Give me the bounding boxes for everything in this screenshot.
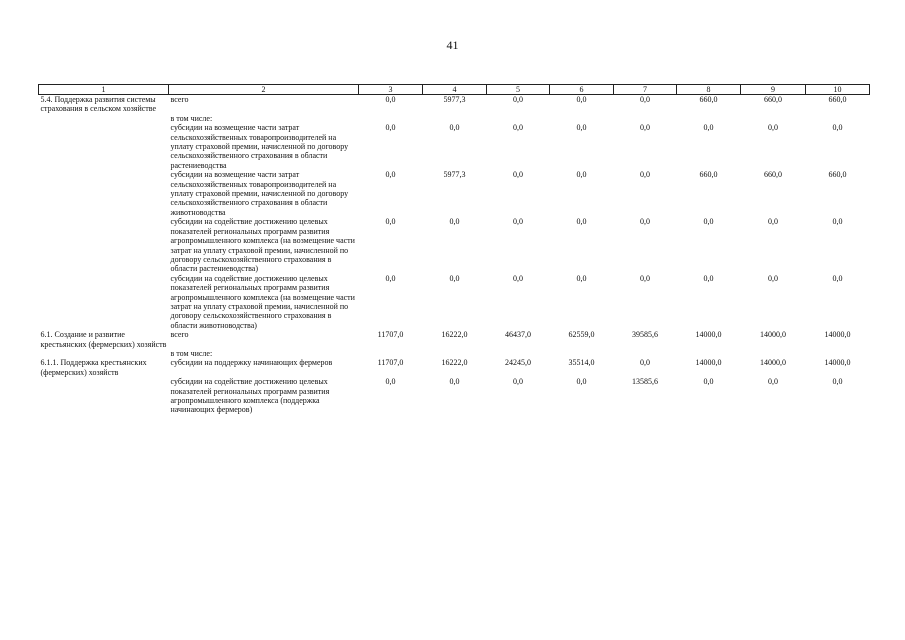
value-cell: 0,0: [703, 377, 714, 387]
value-cell: 660,0: [828, 170, 847, 180]
program-item-cell: [39, 349, 169, 358]
value-cell: 0,0: [576, 377, 587, 387]
value-cell: [614, 114, 677, 123]
value-cell: 13585,6: [632, 377, 658, 387]
program-item-cell: [39, 274, 169, 330]
table-row: [39, 377, 870, 415]
header-cell: 8: [677, 85, 741, 95]
value-cell: 0,0: [513, 377, 523, 387]
value-cell: [741, 114, 806, 123]
value-cell: 0,0: [640, 123, 650, 133]
value-cell: [741, 349, 806, 358]
value-cell: 0,0: [385, 95, 396, 104]
value-cell: 0,0: [513, 170, 523, 180]
value-cell: 0,0: [640, 170, 650, 180]
value-cell: 46437,0: [505, 330, 531, 340]
table-row: [39, 123, 870, 170]
table-body: [39, 95, 870, 415]
value-cell: 14000,0: [695, 358, 722, 368]
value-cell: 0,0: [640, 273, 650, 283]
value-cell: [423, 114, 487, 123]
value-cell: 11707,0: [377, 330, 404, 340]
funding-source-cell: субсидии на содействие достижению целевых показателей региональных программ развития агропромышленного комплекса (поддержка начинающих фермеров): [170, 377, 330, 415]
value-cell: 0,0: [385, 170, 396, 180]
program-item-cell: [39, 217, 169, 273]
value-cell: 660,0: [764, 95, 782, 104]
value-cell: 0,0: [832, 217, 843, 227]
value-cell: 0,0: [832, 273, 843, 283]
header-cell: 2: [169, 85, 359, 95]
value-cell: 0,0: [768, 123, 778, 133]
header-cell: 6: [550, 85, 614, 95]
value-cell: [806, 114, 870, 123]
program-item-cell: [39, 377, 169, 415]
value-cell: 660,0: [764, 170, 782, 180]
value-cell: 14000,0: [760, 330, 786, 340]
program-item-cell: 5.4. Поддержка развития системы страхования в сельском хозяйстве: [40, 95, 157, 114]
funding-source-cell: субсидии на поддержку начинающих фермеров: [170, 358, 333, 368]
value-cell: 0,0: [832, 123, 843, 133]
value-cell: [550, 349, 614, 358]
program-item-cell: 6.1. Создание и развитие крестьянских (фермерских) хозяйств: [40, 330, 167, 349]
value-cell: 0,0: [576, 95, 587, 104]
value-cell: 0,0: [768, 217, 778, 227]
value-cell: 0,0: [576, 170, 587, 180]
value-cell: 660,0: [699, 170, 718, 180]
value-cell: [614, 349, 677, 358]
value-cell: 5977,3: [443, 95, 466, 104]
funding-source-cell: в том числе:: [170, 113, 213, 123]
funding-source-cell: всего: [170, 330, 189, 340]
value-cell: 14000,0: [695, 330, 722, 340]
value-cell: 0,0: [385, 123, 396, 133]
header-cell: 1: [39, 85, 169, 95]
value-cell: 0,0: [768, 273, 778, 283]
table-row: [39, 349, 870, 358]
value-cell: 0,0: [513, 95, 523, 104]
value-cell: [359, 349, 423, 358]
table-row: [39, 274, 870, 330]
value-cell: 0,0: [449, 377, 460, 387]
header-cell: 4: [423, 85, 487, 95]
table-row: [39, 217, 870, 273]
value-cell: 0,0: [768, 377, 778, 387]
value-cell: 0,0: [703, 273, 714, 283]
value-cell: 11707,0: [377, 358, 404, 368]
value-cell: 0,0: [576, 123, 587, 133]
value-cell: [677, 114, 741, 123]
value-cell: [550, 114, 614, 123]
value-cell: 0,0: [703, 217, 714, 227]
header-cell: 7: [614, 85, 677, 95]
header-cell: 3: [359, 85, 423, 95]
program-item-cell: [39, 114, 169, 123]
value-cell: 0,0: [576, 217, 587, 227]
value-cell: [806, 349, 870, 358]
table-row: [39, 170, 870, 217]
funding-source-cell: в том числе:: [170, 348, 213, 358]
value-cell: [423, 349, 487, 358]
table-row: [39, 114, 870, 123]
value-cell: 0,0: [513, 217, 523, 227]
value-cell: [677, 349, 741, 358]
header-cell: 9: [741, 85, 806, 95]
value-cell: 0,0: [576, 273, 587, 283]
value-cell: 5977,3: [443, 170, 466, 180]
value-cell: 35514,0: [568, 358, 595, 368]
value-cell: 16222,0: [441, 358, 468, 368]
header-row: [39, 85, 870, 95]
value-cell: 62559,0: [568, 330, 595, 340]
value-cell: 16222,0: [441, 330, 468, 340]
funding-source-cell: субсидии на содействие достижению целевых показателей региональных программ развития агропромышленного комплекса (на возмещение части затрат на уплату страховой премии, начисленной по договору сельскохозяйственного страхования в области растениеводства): [170, 217, 355, 274]
program-item-cell: [39, 170, 169, 217]
value-cell: 0,0: [513, 123, 523, 133]
value-cell: 660,0: [699, 95, 718, 104]
value-cell: 14000,0: [760, 358, 786, 368]
program-item-cell: [39, 123, 169, 170]
page-number: 41: [446, 38, 459, 52]
value-cell: 14000,0: [824, 330, 851, 340]
value-cell: [487, 349, 550, 358]
value-cell: 0,0: [640, 217, 650, 227]
value-cell: 14000,0: [824, 358, 851, 368]
value-cell: 24245,0: [505, 358, 531, 368]
value-cell: 0,0: [832, 377, 843, 387]
value-cell: 0,0: [449, 123, 460, 133]
table-row: [39, 95, 870, 114]
value-cell: 0,0: [385, 217, 396, 227]
table-row: [39, 330, 870, 349]
value-cell: 0,0: [640, 358, 650, 368]
value-cell: 0,0: [385, 377, 396, 387]
value-cell: 660,0: [828, 95, 847, 104]
value-cell: 0,0: [449, 273, 460, 283]
funding-source-cell: субсидии на возмещение части затрат сельскохозяйственных товаропроизводителей на уплату страховой премии, начисленной по договору сельскохозяйственного страхования в области растениеводства: [170, 123, 349, 170]
value-cell: [359, 114, 423, 123]
value-cell: 0,0: [640, 95, 650, 104]
funding-source-cell: субсидии на содействие достижению целевых показателей региональных программ развития агропромышленного комплекса (на возмещение части затрат на уплату страховой премии, начисленной по договору сельскохозяйственного страхования в области животноводства): [170, 273, 355, 330]
value-cell: 39585,6: [632, 330, 658, 340]
value-cell: 0,0: [513, 273, 523, 283]
table-row: [39, 358, 870, 377]
value-cell: [487, 114, 550, 123]
program-item-cell: 6.1.1. Поддержка крестьянских (фермерских) хозяйств: [40, 358, 147, 377]
funding-source-cell: субсидии на возмещение части затрат сельскохозяйственных товаропроизводителей на уплату страховой премии, начисленной по договору сельскохозяйственного страхования в области животноводства: [170, 170, 349, 217]
value-cell: 0,0: [703, 123, 714, 133]
value-cell: 0,0: [449, 217, 460, 227]
header-cell: 10: [806, 85, 870, 95]
funding-source-cell: всего: [170, 95, 189, 104]
value-cell: 0,0: [385, 273, 396, 283]
header-cell: 5: [487, 85, 550, 95]
budget-table: [38, 84, 870, 415]
